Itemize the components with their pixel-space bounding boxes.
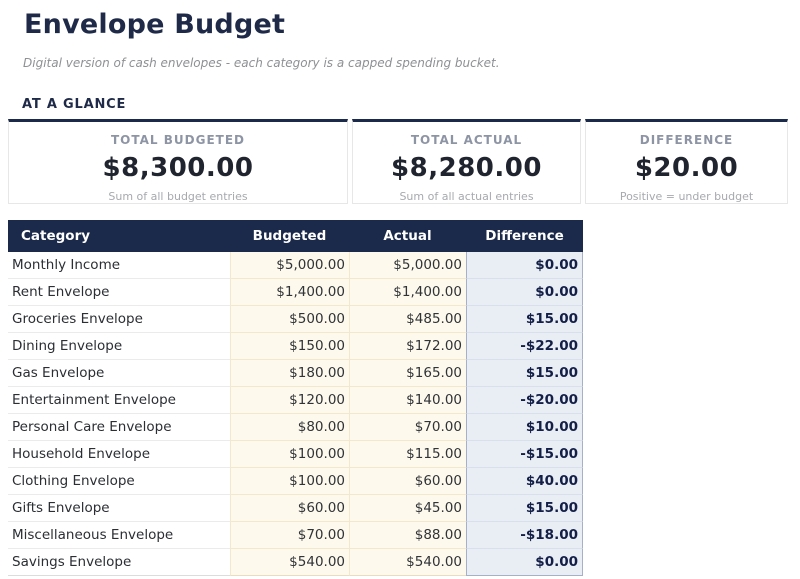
card-label: TOTAL ACTUAL [410,133,523,147]
card-caption: Sum of all budget entries [108,190,248,203]
card-label: DIFFERENCE [639,133,734,147]
table-row [8,333,583,360]
card-caption: Sum of all actual entries [399,190,534,203]
actual-cell: $165.00 [349,360,466,387]
column-header-actual: Actual [349,220,466,252]
difference-cell: $0.00 [466,549,583,576]
summary-card-difference [585,119,788,204]
difference-cell: $0.00 [466,252,583,279]
table-row [8,306,583,333]
column-header-difference: Difference [466,220,583,252]
category-cell: Clothing Envelope [8,468,230,495]
card-label: TOTAL BUDGETED [111,133,245,147]
difference-cell: $15.00 [466,495,583,522]
budgeted-cell: $70.00 [230,522,349,549]
category-cell: Groceries Envelope [8,306,230,333]
card-value: $20.00 [634,153,739,183]
difference-cell: $15.00 [466,360,583,387]
category-cell: Personal Care Envelope [8,414,230,441]
category-cell: Savings Envelope [8,549,230,576]
table-row [8,549,583,576]
category-cell: Household Envelope [8,441,230,468]
page-title: Envelope Budget [24,9,286,40]
budgeted-cell: $60.00 [230,495,349,522]
table-row [8,522,583,549]
difference-cell: -$18.00 [466,522,583,549]
budgeted-cell: $1,400.00 [230,279,349,306]
actual-cell: $45.00 [349,495,466,522]
actual-cell: $1,400.00 [349,279,466,306]
budgeted-cell: $100.00 [230,468,349,495]
actual-cell: $485.00 [349,306,466,333]
budgeted-cell: $80.00 [230,414,349,441]
category-cell: Entertainment Envelope [8,387,230,414]
difference-cell: $15.00 [466,306,583,333]
table-row [8,414,583,441]
page [0,9,800,579]
actual-cell: $60.00 [349,468,466,495]
actual-cell: $88.00 [349,522,466,549]
category-cell: Gas Envelope [8,360,230,387]
summary-card-total-budgeted [8,119,348,204]
category-cell: Gifts Envelope [8,495,230,522]
table-row [8,360,583,387]
table-row [8,252,583,279]
table-row [8,441,583,468]
budgeted-cell: $500.00 [230,306,349,333]
budgeted-cell: $120.00 [230,387,349,414]
difference-cell: -$22.00 [466,333,583,360]
header-row [8,220,583,252]
category-cell: Monthly Income [8,252,230,279]
summary-cards [8,119,788,204]
table-row [8,279,583,306]
category-cell: Miscellaneous Envelope [8,522,230,549]
budgeted-cell: $180.00 [230,360,349,387]
card-value: $8,300.00 [102,153,254,183]
table-row [8,468,583,495]
page-subtitle: Digital version of cash envelopes - each category is a capped spending bucket. [23,56,500,70]
column-header-category: Category [8,220,230,252]
actual-cell: $172.00 [349,333,466,360]
difference-cell: -$20.00 [466,387,583,414]
difference-cell: $40.00 [466,468,583,495]
card-caption: Positive = under budget [619,190,754,203]
category-cell: Dining Envelope [8,333,230,360]
card-value: $8,280.00 [391,153,542,183]
budget-table-header [8,220,583,252]
budgeted-cell: $5,000.00 [230,252,349,279]
budgeted-cell: $100.00 [230,441,349,468]
category-cell: Rent Envelope [8,279,230,306]
difference-cell: -$15.00 [466,441,583,468]
actual-cell: $70.00 [349,414,466,441]
budgeted-cell: $150.00 [230,333,349,360]
actual-cell: $5,000.00 [349,252,466,279]
budgeted-cell: $540.00 [230,549,349,576]
table-row [8,495,583,522]
actual-cell: $115.00 [349,441,466,468]
difference-cell: $0.00 [466,279,583,306]
column-header-budgeted: Budgeted [230,220,349,252]
budget-table-body [8,252,583,576]
table-row [8,387,583,414]
difference-cell: $10.00 [466,414,583,441]
budget-table [8,220,583,576]
actual-cell: $140.00 [349,387,466,414]
section-heading-at-a-glance: AT A GLANCE [22,97,127,112]
actual-cell: $540.00 [349,549,466,576]
summary-card-total-actual [352,119,581,204]
